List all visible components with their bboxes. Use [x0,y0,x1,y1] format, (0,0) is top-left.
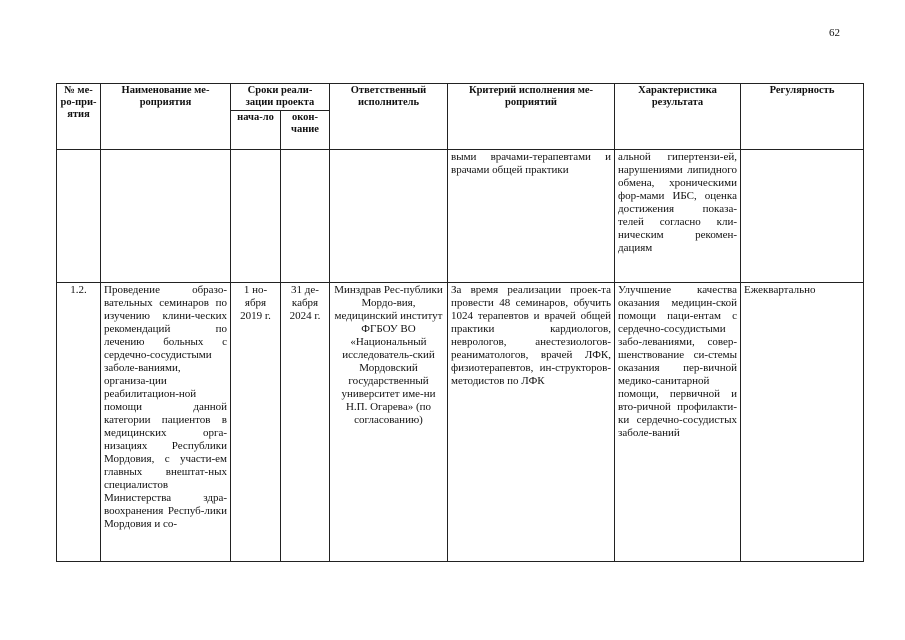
header-result: Характеристика результата [615,84,741,150]
header-name: Наименование ме-роприятия [101,84,231,150]
cell-result: альной гипертензи-ей, нарушениями липидного обмена, хроническими фор-мами ИБС, оценка достижения показа-телей согласно кли-ническим рекомен-дациям [615,150,741,283]
cell-regularity [741,150,864,283]
measures-table [56,83,864,562]
cell-num: 1.2. [57,283,101,562]
cell-name: Проведение образо-вательных семинаров по изучению клини-ческих рекомендаций по лечению больных с сердечно-сосудистыми заболе-ваниями, организа-ции реабилитацион-ной помощи данной категории пациентов в медицинских орга-низациях Республики Мордовия, с участи-ем главных внештат-ных специалистов Министерства здра-воохранения Респуб-лики Мордовия и со- [101,283,231,562]
cell-result: Улучшение качества оказания медицин-ской помощи паци-ентам с сердечно-сосудистыми забо-леваниями, совер-шенствование си-стемы оказания пер-вичной медико-санитарной помощи, первичной и вто-ричной профилакти-ки сердечно-сосудистых заболе-ваний [615,283,741,562]
cell-criterion: выми врачами-терапевтами и врачами общей практики [448,150,615,283]
cell-responsible [330,150,448,283]
table-row [57,283,864,562]
header-start: нача-ло [231,111,281,150]
table-header-row [57,84,864,111]
table-row [57,150,864,283]
cell-start: 1 но-ября 2019 г. [231,283,281,562]
cell-end [281,150,330,283]
header-regularity: Регулярность [741,84,864,150]
header-criterion: Критерий исполнения ме-роприятий [448,84,615,150]
cell-num [57,150,101,283]
header-num: № ме-ро-при-ятия [57,84,101,150]
cell-end: 31 де-кабря 2024 г. [281,283,330,562]
cell-responsible: Минздрав Рес-публики Мордо-вия, медицинский институт ФГБОУ ВО «Национальный исследователь-ский Мордовский государственный университет име-ни Н.П. Огарева» (по согласованию) [330,283,448,562]
header-responsible: Ответственный исполнитель [330,84,448,150]
cell-name [101,150,231,283]
header-end: окон-чание [281,111,330,150]
cell-criterion: За время реализации проек-та провести 48 семинаров, обучить 1024 терапевтов и врачей общей практики кардиологов, неврологов, анестезиологов-реаниматологов, врачей ЛФК, физиотерапевтов, ин-структоров-методистов по ЛФК [448,283,615,562]
cell-regularity: Ежеквартально [741,283,864,562]
cell-start [231,150,281,283]
header-terms: Сроки реали-зации проекта [231,84,330,111]
page-number: 62 [829,27,840,39]
